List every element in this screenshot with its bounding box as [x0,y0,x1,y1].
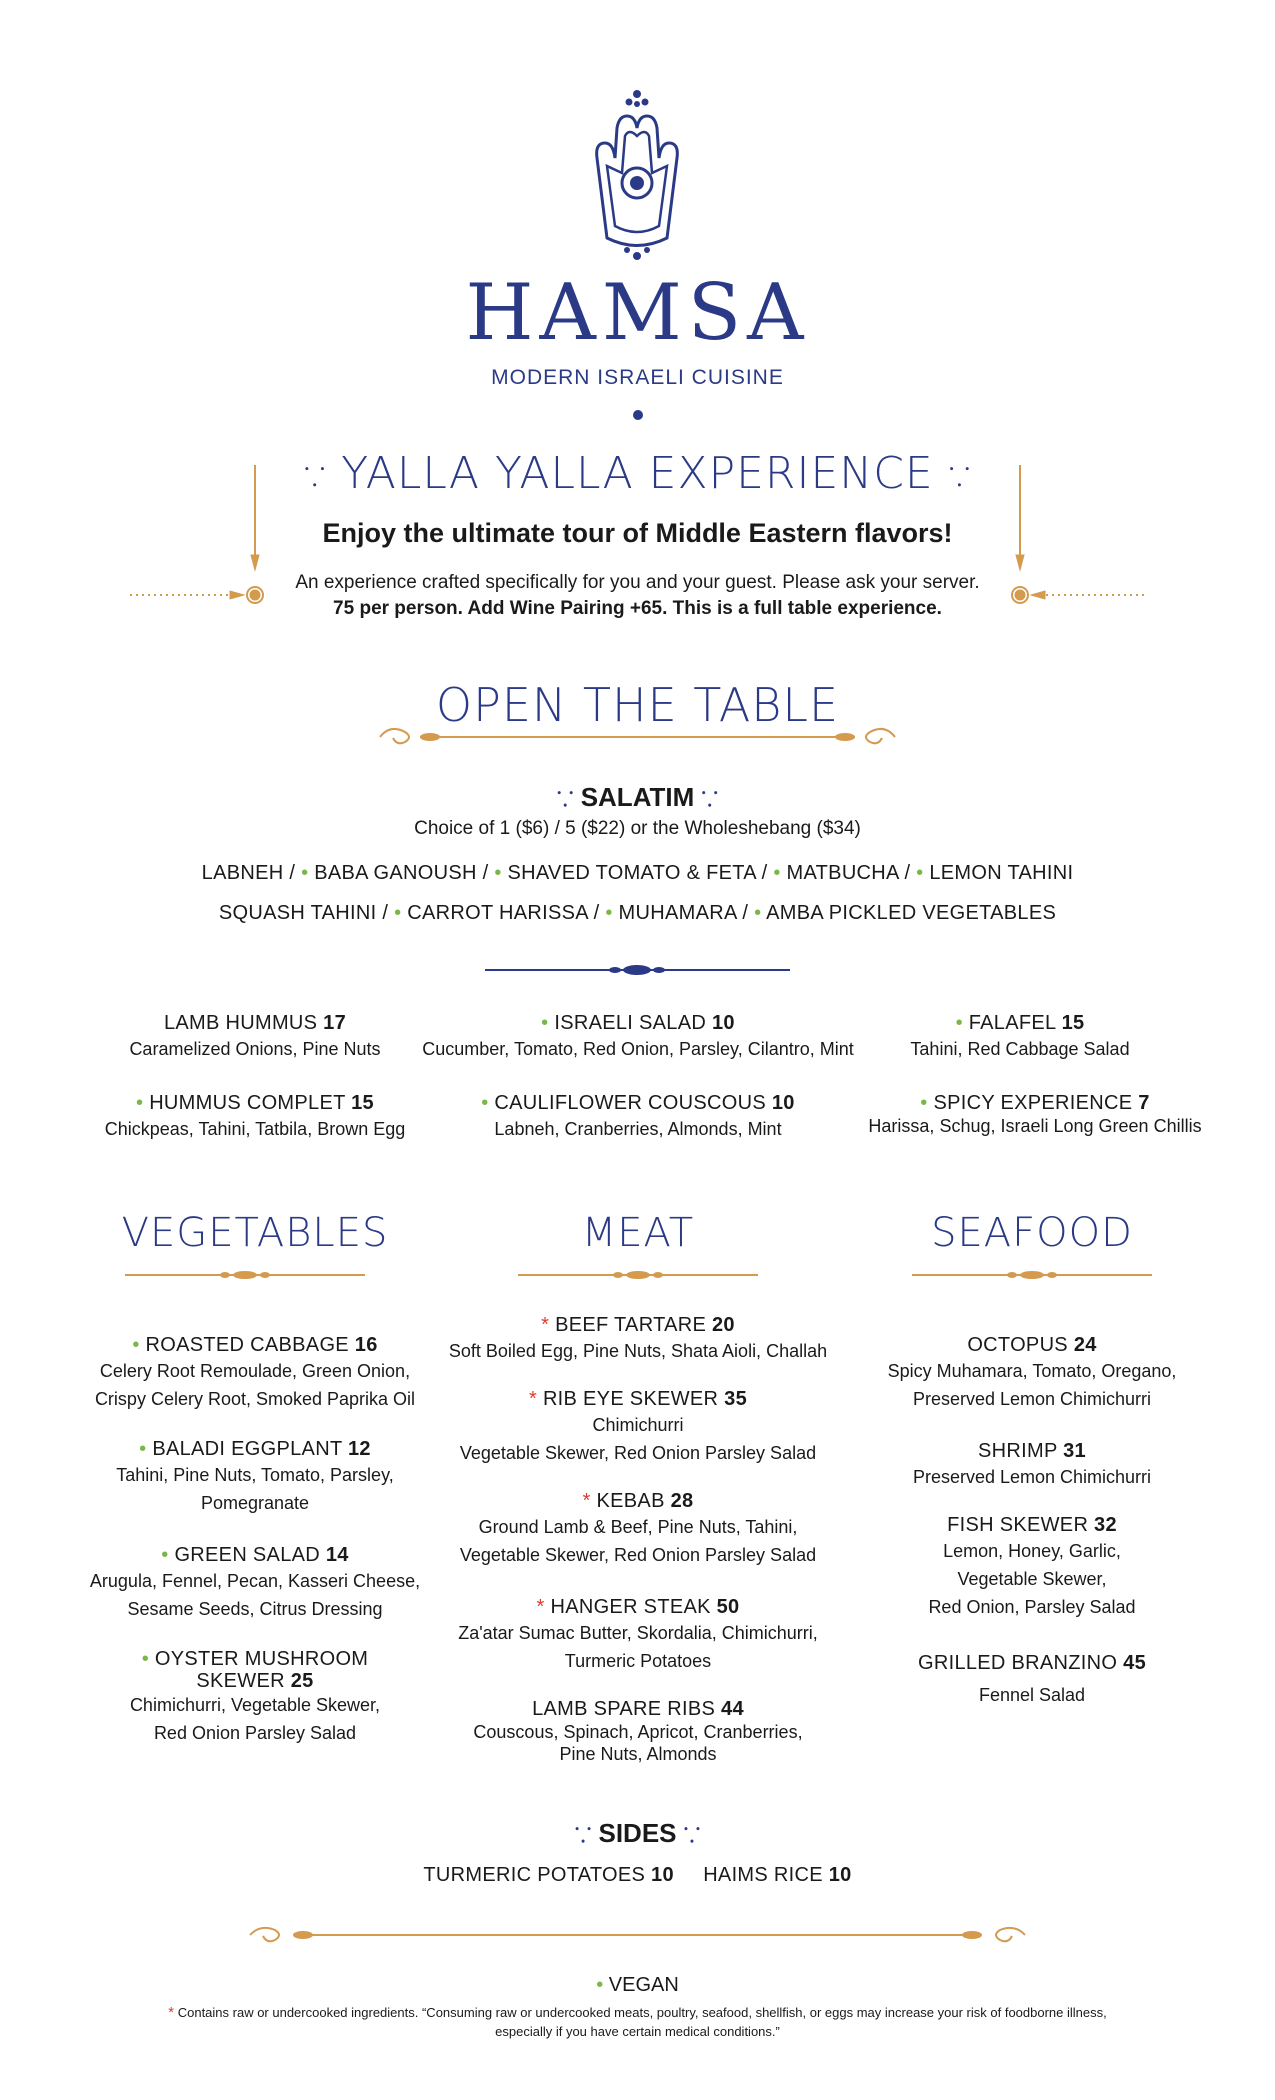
item-desc: Pomegranate [200,1493,310,1513]
item-price: 7 [1138,1092,1150,1114]
item-name: LAMB HUMMUS [163,1012,318,1034]
raw-warning-text: Contains raw or undercooked ingredients. “Consuming raw or undercooked meats, poultry, seafood, shellfish, or eggs may increase your risk of foodborne illness, [177,2005,1107,2020]
item-desc: Harissa, Schug, Israeli Long Green Chillis [868,1116,1202,1136]
item-price: 17 [323,1012,347,1034]
raw-star-icon: * [536,1596,545,1618]
ornament-icon: ⸪ [948,463,972,493]
item-price: 24 [1073,1334,1097,1356]
item-price: 15 [1061,1012,1085,1034]
item-desc: Chimichurri [592,1415,684,1435]
item-desc: Sesame Seeds, Citrus Dressing [127,1599,383,1619]
item-desc: Pine Nuts, Almonds [559,1744,717,1764]
vegetables-title: VEGETABLES [121,1210,389,1256]
item-name: HUMMUS COMPLET [149,1092,346,1114]
brand-tagline: MODERN ISRAELI CUISINE [491,366,784,389]
vegan-dot-icon: • [139,1438,147,1460]
item-desc: Caramelized Onions, Pine Nuts [129,1039,381,1059]
item-price: 44 [721,1698,744,1720]
item-name: CAULIFLOWER COUSCOUS [494,1092,767,1114]
item-desc: Lemon, Honey, Garlic, [943,1541,1121,1561]
open-table-title: OPEN THE TABLE [435,678,840,732]
item-name: GREEN SALAD [174,1544,321,1566]
item-name: KEBAB [596,1490,665,1512]
item-desc: Celery Root Remoulade, Green Onion, [99,1361,411,1381]
item-price: 12 [347,1438,371,1460]
item-desc: Turmeric Potatoes [564,1651,712,1671]
item-name: BALADI EGGPLANT [152,1438,343,1460]
vegan-legend [0,1974,1275,1997]
item-desc: Tahini, Pine Nuts, Tomato, Parsley, [116,1465,394,1485]
vegan-dot-icon: • [481,1092,489,1114]
vegan-dot-icon: • [605,902,613,924]
sides-heading-text: SIDES [598,1818,677,1848]
item-desc: Vegetable Skewer, Red Onion Parsley Salad [459,1443,817,1463]
salatim-item: SHAVED TOMATO & FETA / [507,862,768,884]
raw-star-icon: * [528,1388,538,1410]
salatim-choice: Choice of 1 ($6) / 5 ($22) or the Wholeshebang ($34) [414,818,861,839]
salatim-item: MUHAMARA / [618,902,749,924]
vegan-dot-icon: • [301,862,309,884]
item-desc: Za'atar Sumac Butter, Skordalia, Chimichurri, [458,1623,818,1643]
item-price: 32 [1094,1514,1117,1536]
ornament-icon: ⸪ [574,1825,592,1847]
salatim-item: CARROT HARISSA / [407,902,600,924]
vegan-dot-icon: • [596,1974,604,1996]
vegan-dot-icon: • [132,1334,140,1356]
menu-item [438,1314,838,1365]
salatim-item: MATBUCHA / [786,862,911,884]
brand-name: HAMSA [465,268,810,358]
side-item-price: 10 [828,1864,852,1886]
vegan-dot-icon: • [916,862,924,884]
item-name: SHRIMP [978,1440,1058,1462]
vegan-dot-icon: • [394,902,402,924]
menu-item [438,1596,838,1675]
item-name: ISRAELI SALAD [554,1012,707,1034]
menu-item [840,1092,1230,1137]
item-name: SPICY EXPERIENCE [933,1092,1133,1114]
raw-warning-line1 [0,2004,1275,2021]
item-name: OYSTER MUSHROOM [154,1648,369,1670]
item-desc: Soft Boiled Egg, Pine Nuts, Shata Aioli, Challah [448,1341,828,1361]
item-price: 14 [325,1544,349,1566]
item-price: 10 [711,1012,735,1034]
tagline-dot [633,410,643,420]
experience-title-text: YALLA YALLA EXPERIENCE [341,448,934,499]
experience-desc-line2: 75 per person. Add Wine Pairing +65. This is a full table experience. [333,598,942,619]
salatim-heading [0,782,1275,813]
item-name: HANGER STEAK [550,1596,711,1618]
salatim-row-2 [0,902,1275,925]
vegan-dot-icon: • [494,862,502,884]
item-price: 25 [290,1670,314,1692]
item-desc: Ground Lamb & Beef, Pine Nuts, Tahini, [478,1517,798,1537]
ornament-icon: ⸪ [701,789,718,811]
vegan-dot-icon: • [541,1012,549,1034]
item-name: FISH SKEWER [947,1514,1089,1536]
sides-list [0,1864,1275,1887]
raw-star-icon: * [541,1314,550,1336]
item-name: ROASTED CABBAGE [145,1334,349,1356]
vegan-dot-icon: • [136,1092,144,1114]
side-item-name: TURMERIC POTATOES [423,1864,646,1886]
vegan-dot-icon: • [141,1648,150,1670]
item-desc: Crispy Celery Root, Smoked Paprika Oil [94,1389,416,1409]
item-desc: Couscous, Spinach, Apricot, Cranberries, [473,1722,803,1742]
item-desc: Arugula, Fennel, Pecan, Kasseri Cheese, [89,1571,421,1591]
experience-headline: Enjoy the ultimate tour of Middle Eastern flavors! [322,518,953,548]
experience-desc-line1: An experience crafted specifically for you and your guest. Please ask your server. [295,572,980,593]
menu-item [55,1334,455,1413]
sides-heading [0,1818,1275,1849]
item-price: 45 [1123,1652,1146,1674]
item-name: SKEWER [196,1670,285,1692]
item-price: 31 [1063,1440,1086,1462]
item-desc: Red Onion, Parsley Salad [928,1597,1136,1617]
gold-scroll-divider-icon [375,722,900,752]
item-desc: Chimichurri, Vegetable Skewer, [129,1695,381,1715]
side-item-name: HAIMS RICE [703,1864,823,1886]
menu-item [832,1652,1232,1709]
menu-item [55,1438,455,1517]
salatim-heading-text: SALATIM [580,782,695,812]
item-price: 20 [712,1314,735,1336]
item-desc: Tahini, Red Cabbage Salad [910,1039,1130,1059]
item-desc: Vegetable Skewer, [957,1569,1107,1589]
menu-item [832,1514,1232,1621]
item-desc: Preserved Lemon Chimichurri [912,1467,1152,1487]
salatim-item: AMBA PICKLED VEGETABLES [766,902,1057,924]
menu-item [418,1012,858,1063]
item-desc: Vegetable Skewer, Red Onion Parsley Salad [459,1545,817,1565]
item-name: RIB EYE SKEWER [542,1388,719,1410]
item-price: 28 [670,1490,694,1512]
menu-item [840,1012,1200,1063]
item-name: FALAFEL [968,1012,1056,1034]
gold-divider-icon [518,1268,758,1282]
item-price: 15 [351,1092,374,1114]
item-desc: Preserved Lemon Chimichurri [912,1389,1152,1409]
item-desc: Red Onion Parsley Salad [153,1723,357,1743]
menu-item [55,1544,455,1623]
hamsa-hand-icon [567,88,708,263]
menu-item [55,1648,455,1747]
item-desc: Chickpeas, Tahini, Tatbila, Brown Egg [104,1119,406,1139]
vegan-dot-icon: • [754,902,762,924]
salatim-item: BABA GANOUSH / [314,862,489,884]
item-price: 10 [771,1092,795,1114]
menu-item [832,1334,1232,1413]
vegan-legend-text: VEGAN [608,1974,679,1996]
menu-item [832,1440,1232,1491]
item-name: LAMB SPARE RIBS [532,1698,716,1720]
raw-star-icon: * [168,2004,175,2021]
salatim-row-1 [0,862,1275,885]
item-price: 50 [716,1596,740,1618]
menu-item [438,1698,838,1765]
vegan-dot-icon: • [955,1012,963,1034]
salatim-item: LEMON TAHINI [929,862,1074,884]
gold-divider-icon [912,1268,1152,1282]
item-price: 35 [724,1388,748,1410]
vegan-dot-icon: • [161,1544,169,1566]
raw-star-icon: * [582,1490,591,1512]
salatim-item: SQUASH TAHINI / [218,902,389,924]
meat-title: MEAT [581,1210,695,1256]
item-price: 16 [354,1334,378,1356]
salatim-item: LABNEH / [201,862,296,884]
item-name: BEEF TARTARE [555,1314,707,1336]
raw-warning-line2: especially if you have certain medical conditions.” [495,2024,780,2039]
gold-scroll-divider-icon [245,1922,1030,1948]
menu-item [75,1092,435,1143]
ornament-icon: ⸪ [557,789,574,811]
item-desc: Cucumber, Tomato, Red Onion, Parsley, Cilantro, Mint [422,1039,854,1059]
menu-item [438,1490,838,1569]
item-desc: Fennel Salad [978,1685,1086,1705]
ornament-icon: ⸪ [303,463,327,493]
vegan-dot-icon: • [920,1092,928,1114]
seafood-title: SEAFOOD [931,1210,1133,1256]
item-name: GRILLED BRANZINO [917,1652,1118,1674]
item-desc: Spicy Muhamara, Tomato, Oregano, [887,1361,1177,1381]
menu-item [418,1092,858,1143]
gold-divider-icon [125,1268,365,1282]
menu-item [438,1388,838,1467]
menu-item [75,1012,435,1063]
side-item-price: 10 [651,1864,674,1886]
item-desc: Labneh, Cranberries, Almonds, Mint [494,1119,782,1139]
navy-divider-icon [485,960,790,980]
ornament-icon: ⸪ [683,1825,701,1847]
experience-title [0,448,1275,499]
item-name: OCTOPUS [967,1334,1068,1356]
vegan-dot-icon: • [773,862,781,884]
